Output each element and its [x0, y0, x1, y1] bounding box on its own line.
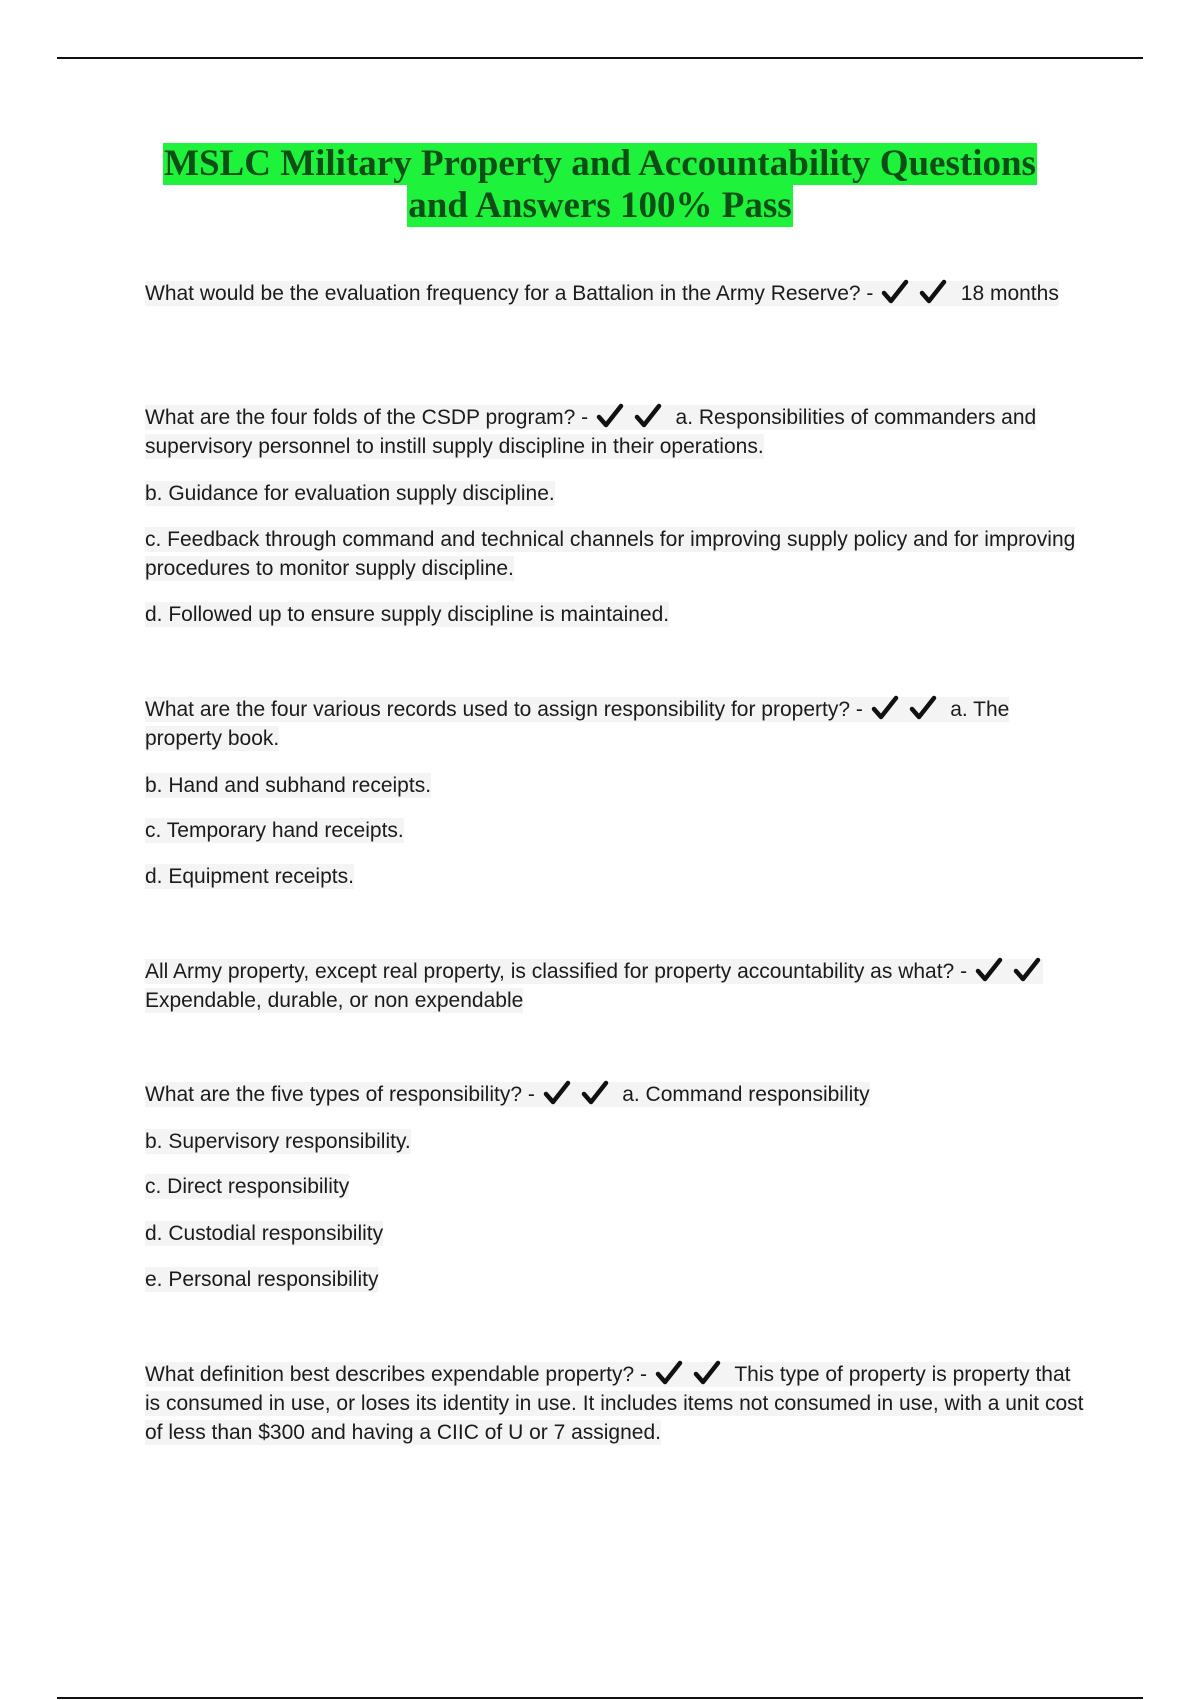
- bottom-rule: [57, 1697, 1143, 1699]
- question-text: What definition best describes expendable property? -: [145, 1363, 647, 1386]
- list-item: b. Hand and subhand receipts.: [145, 774, 432, 797]
- check-mark-icon: [1013, 957, 1041, 983]
- answer-text: a. Command responsibility: [622, 1083, 870, 1106]
- document-title: [100, 143, 1100, 227]
- check-mark-icon: [975, 957, 1003, 983]
- check-mark-icon: [871, 695, 899, 721]
- list-item: d. Followed up to ensure supply discipline is maintained.: [145, 603, 670, 626]
- answer-text: 18 months: [960, 282, 1059, 305]
- answer-text: Expendable, durable, or non expendable: [145, 989, 524, 1012]
- title-line-1: MSLC Military Property and Accountability Questions: [164, 143, 1036, 184]
- check-mark-icon: [909, 695, 937, 721]
- list-item: c. Feedback through command and technical channels for improving supply policy and for improving procedures to monitor supply discipline.: [145, 528, 1076, 580]
- qa-block-4: [145, 957, 1085, 1015]
- check-mark-icon: [919, 279, 947, 305]
- check-mark-icon: [693, 1360, 721, 1386]
- title-line-2: and Answers 100% Pass: [408, 185, 792, 226]
- check-mark-icon: [634, 403, 662, 429]
- answer-text: a. The property book.: [145, 698, 1010, 750]
- check-mark-icon: [581, 1080, 609, 1106]
- question-text: What are the four various records used to assign responsibility for property? -: [145, 698, 863, 721]
- qa-block-6: [145, 1360, 1085, 1447]
- list-item: b. Supervisory responsibility.: [145, 1130, 411, 1153]
- list-item: b. Guidance for evaluation supply discipline.: [145, 482, 555, 505]
- qa-block-2: [145, 403, 1085, 461]
- qa-block-3: [145, 695, 1085, 753]
- top-rule: [57, 57, 1143, 59]
- qa-block-1: [145, 279, 1085, 308]
- question-text: What are the five types of responsibility? -: [145, 1083, 535, 1106]
- answer-text: This type of property is property that is consumed in use, or loses its identity in use. It includes items not consumed in use, with a unit cost of less than $300 and having a CIIC of U or 7 assigned.: [145, 1363, 1084, 1444]
- answer-text: a. Responsibilities of commanders and supervisory personnel to instill supply discipline in their operations.: [145, 406, 1037, 458]
- list-item: e. Personal responsibility: [145, 1268, 379, 1291]
- question-text: What are the four folds of the CSDP program? -: [145, 406, 589, 429]
- list-item: c. Temporary hand receipts.: [145, 819, 404, 842]
- list-item: c. Direct responsibility: [145, 1175, 350, 1198]
- qa-block-5: [145, 1080, 1085, 1109]
- question-text: What would be the evaluation frequency for a Battalion in the Army Reserve? -: [145, 282, 874, 305]
- check-mark-icon: [543, 1080, 571, 1106]
- check-mark-icon: [596, 403, 624, 429]
- check-mark-icon: [881, 279, 909, 305]
- check-mark-icon: [655, 1360, 683, 1386]
- list-item: d. Custodial responsibility: [145, 1222, 384, 1245]
- list-item: d. Equipment receipts.: [145, 865, 354, 888]
- question-text: All Army property, except real property, is classified for property accountability as what? -: [145, 960, 968, 983]
